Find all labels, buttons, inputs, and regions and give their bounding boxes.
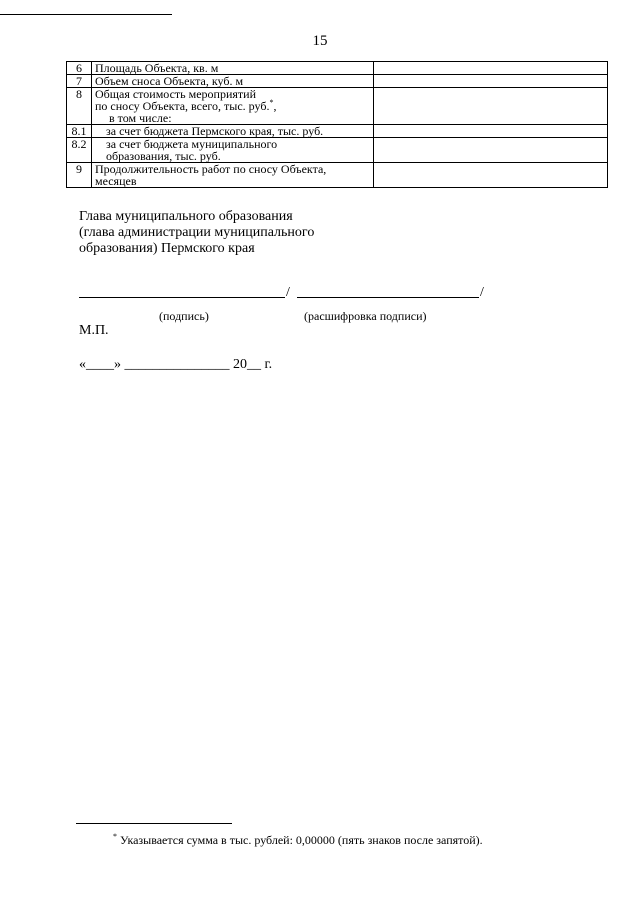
row-number: 9 [67,163,92,188]
table-row [67,75,608,88]
top-rule [0,14,172,15]
date-line: «____» _______________ 20__ г. [79,357,273,372]
signatory-line: (глава администрации муниципального [79,225,315,240]
row-description [92,88,374,125]
slash-separator: / [286,285,290,300]
object-table [66,61,608,188]
desc-line: Общая стоимость мероприятий [95,87,256,101]
signatory-line: Глава муниципального образования [79,209,293,224]
row-value [374,62,608,75]
row-number: 8.2 [67,138,92,163]
desc-line: за счет бюджета муниципального [106,137,278,151]
row-number: 7 [67,75,92,88]
footnote-mark: * [269,98,274,107]
row-value [374,163,608,188]
decoding-caption: (расшифровка подписи) [304,309,427,323]
footnote-mark: * [113,832,117,841]
row-description: Площадь Объекта, кв. м [92,62,374,75]
row-description: Объем сноса Объекта, куб. м [92,75,374,88]
row-number: 8 [67,88,92,125]
table-row [67,62,608,75]
footnote-rule [76,823,232,824]
signature-caption: (подпись) [159,309,209,323]
row-number: 8.1 [67,125,92,138]
signature-line [79,297,285,298]
row-description [92,138,374,163]
table-row [67,163,608,188]
row-description: за счет бюджета Пермского края, тыс. руб. [92,125,374,138]
slash-separator: / [480,285,484,300]
footnote-text: Указывается сумма в тыс. рублей: 0,00000 (пять знаков после запятой). [120,833,483,847]
desc-line: в том числе: [109,111,172,125]
row-value [374,88,608,125]
row-value [374,125,608,138]
row-value [374,75,608,88]
table-row [67,88,608,125]
row-value [374,138,608,163]
footnote [113,833,483,848]
desc-line: Продолжительность работ по сносу Объекта, [95,162,327,176]
desc-line: месяцев [95,174,137,188]
stamp-label: М.П. [79,323,109,338]
table-row [67,138,608,163]
row-description [92,163,374,188]
row-number: 6 [67,62,92,75]
signature-decoding-line [297,297,479,298]
table-row [67,125,608,138]
desc-line: образования, тыс. руб. [106,149,221,163]
signatory-title [79,209,314,257]
desc-line-with-note: по сносу Объекта, всего, тыс. руб.*, [95,98,277,113]
signatory-line: образования) Пермского края [79,241,255,256]
page-number: 15 [312,33,328,49]
